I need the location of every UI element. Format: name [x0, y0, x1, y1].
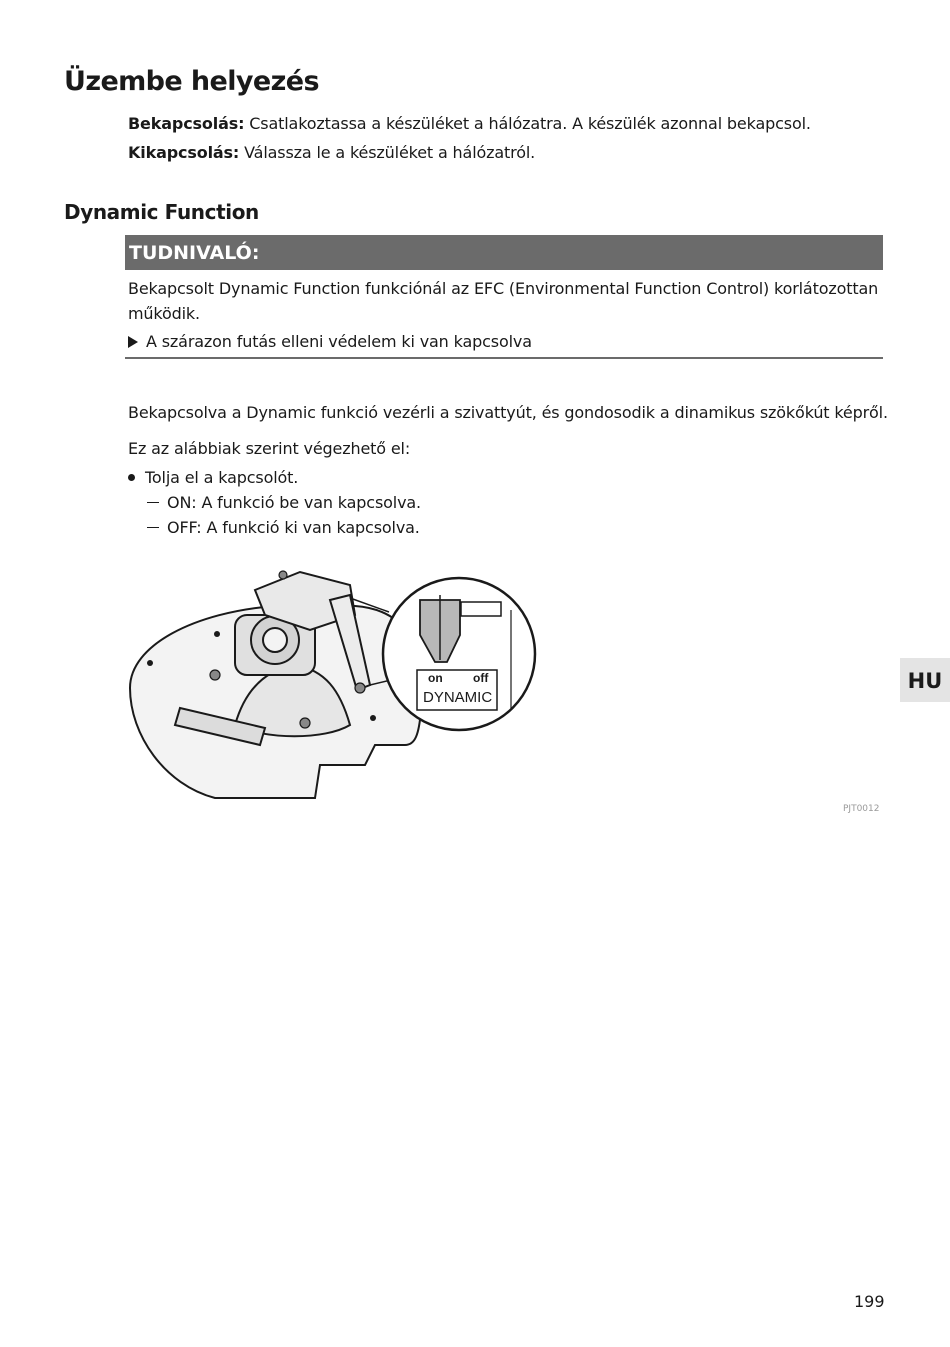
power-off-line — [128, 140, 535, 166]
bolt-icon — [300, 718, 310, 728]
step-text: Tolja el a kapcsolót. — [145, 468, 299, 487]
note-divider — [125, 357, 883, 359]
language-tab: HU — [900, 658, 950, 702]
switch-on-label: on — [428, 671, 443, 685]
hole-icon — [214, 631, 220, 637]
bolt-icon — [210, 670, 220, 680]
triangle-icon — [128, 336, 138, 348]
switch-slot — [461, 602, 501, 616]
pump-hub — [263, 628, 287, 652]
power-off-text: Válassza le a készüléket a hálózatról. — [239, 143, 536, 162]
section-heading: Dynamic Function — [64, 200, 259, 224]
page-number: 199 — [854, 1292, 885, 1311]
switch-name-label: DYNAMIC — [423, 689, 493, 706]
note-line-2: működik. — [128, 304, 200, 323]
bolt-icon — [279, 571, 287, 579]
dash-icon — [147, 502, 159, 504]
hole-icon — [147, 660, 153, 666]
switch-off-label: off — [473, 671, 489, 685]
dash-icon — [147, 527, 159, 529]
power-off-label: Kikapcsolás: — [128, 143, 240, 162]
hole-icon — [370, 715, 376, 721]
note-title: TUDNIVALÓ: — [125, 235, 883, 270]
figure-code: PJT0012 — [843, 804, 880, 814]
page-heading: Üzembe helyezés — [64, 66, 319, 97]
intro-text: Bekapcsolva a Dynamic funkció vezérli a szivattyút, és gondosodik a dinamikus szökőkút képről. — [128, 403, 888, 422]
power-on-text: Csatlakoztassa a készüléket a hálózatra. A készülék azonnal bekapcsol. — [244, 114, 811, 133]
note-line-1: Bekapcsolt Dynamic Function funkciónál az EFC (Environmental Function Control) korlátozottan — [128, 279, 879, 298]
note-result — [128, 329, 880, 354]
pump-illustration — [125, 560, 545, 805]
power-on-line — [128, 111, 811, 137]
power-on-label: Bekapcsolás: — [128, 114, 245, 133]
option-on — [147, 490, 421, 516]
note-body — [128, 276, 880, 354]
how-text: Ez az alábbiak szerint végezhető el: — [128, 439, 411, 458]
bolt-icon — [355, 683, 365, 693]
option-off-text: OFF: A funkció ki van kapcsolva. — [167, 518, 420, 537]
step-item — [128, 465, 298, 491]
option-off — [147, 515, 420, 541]
note-result-text: A szárazon futás elleni védelem ki van kapcsolva — [146, 332, 532, 351]
option-on-text: ON: A funkció be van kapcsolva. — [167, 493, 421, 512]
bullet-icon — [128, 474, 135, 481]
